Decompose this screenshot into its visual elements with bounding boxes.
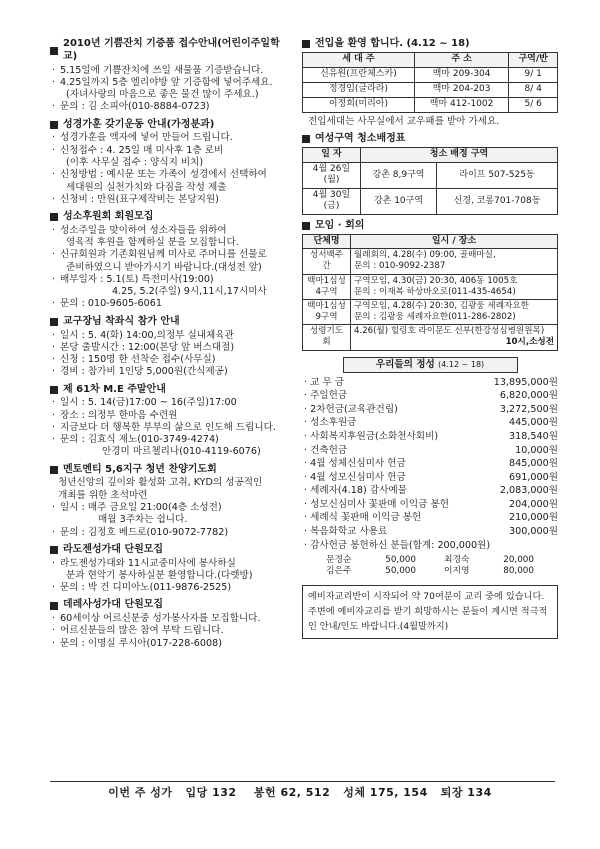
list-item: · 일시 : 5. 14(금)17:00 ~ 16(주일)17:00 (50, 397, 292, 409)
offering-amount: 204,000원 (509, 498, 558, 510)
offering-label: · 교 무 금 (304, 377, 344, 389)
table-header: 일 자 (303, 147, 361, 162)
list-item: 영육적 후원을 함께하실 분을 모집합니다. (66, 237, 239, 249)
donor-list (302, 553, 558, 580)
offering-label: · 성모신심미사 꽃판매 이익금 봉헌 (304, 499, 449, 511)
table-cell (351, 274, 558, 299)
square-bullet-icon (50, 602, 58, 610)
meeting-line: 구역모임, 4.28(수) 20:30, 김광웅 세례자요한 (354, 300, 529, 311)
list-item: 준비하였으니 받아가시기 바랍니다.(대성전 앞) (66, 261, 262, 273)
offering-row (302, 430, 558, 444)
offering-row (302, 417, 558, 431)
meeting-line: 문의 : 010-9092-2387 (354, 261, 446, 272)
offering-label: · 4월 성체신심미사 헌금 (304, 458, 406, 470)
section-title: 데레사성가대 단원모집 (63, 599, 164, 611)
table-cell: 정경임(글라라) (303, 82, 415, 97)
table-row (303, 274, 558, 299)
table-row (303, 249, 558, 274)
table-cell: 백마 412-1002 (414, 97, 508, 112)
offering-label: · 4월 성모신심미사 헌금 (304, 472, 406, 484)
list-item: · 신규회원과 기존회원님께 미사로 주머니를 선물로 (50, 249, 292, 261)
list-item: · 지금보다 더 행복한 부부의 삶으로 인도해 드립니다. (50, 422, 292, 434)
offering-label: · 건축헌금 (304, 445, 347, 457)
right-column (302, 38, 558, 639)
list-item: 청년신앙의 깊이와 활성화 고취, KYD의 성공적인 (58, 477, 263, 489)
table-cell: 강촌 10구역 (361, 188, 437, 214)
list-item: 매월 3주차는 쉽니다. (98, 514, 188, 526)
section-installation (50, 316, 292, 379)
table-header: 구역/반 (509, 52, 558, 67)
table-header: 세 대 주 (303, 52, 415, 67)
offerings-title: 우리들의 정성 (375, 358, 435, 370)
table-row (303, 299, 558, 324)
section-title: 성경가훈 갖기운동 안내(가정분과) (63, 118, 215, 130)
section-ladozen-choir (50, 544, 292, 595)
donor-amount: 20,000 (503, 554, 534, 565)
table-cell (351, 299, 558, 324)
newcomers-note: 전입세대는 사무실에서 교우패를 받아 가세요. (308, 115, 500, 127)
donor-amount: 50,000 (385, 554, 416, 565)
donor-amount: 80,000 (503, 565, 534, 576)
donor-name: 문경순 (326, 554, 352, 565)
donor-amount: 50,000 (385, 565, 416, 576)
offering-amount: 300,000원 (509, 526, 558, 538)
group-name: 백마1심성 9구역 (303, 299, 351, 324)
table-cell: 신유원(프란체스카) (303, 67, 415, 82)
section-title: 라도젠성가대 단원모집 (63, 543, 164, 555)
table-cell (351, 249, 558, 274)
list-item: 안경미 마르첼리나(010-4119-6076) (102, 446, 261, 458)
meeting-line: 월례회의, 4.28(수) 09:00, 골배마실, (354, 250, 496, 261)
offering-row (302, 444, 558, 458)
donor-name: 이지영 (444, 565, 470, 576)
section-family (50, 119, 292, 206)
list-item: (자녀사랑의 마음으로 좋은 물건 많이 주세요.) (66, 89, 259, 101)
list-item: 4.25, 5.2(주일) 9시,11시,17시미사 (112, 286, 267, 298)
offering-label: · 2차헌금(교육관건립) (304, 404, 398, 416)
list-item: 세대원의 실천가치와 다짐을 작성 제출 (66, 181, 227, 193)
section-meetings (302, 220, 558, 351)
section-title: 멘토멘티 5,6지구 청년 찬양기도회 (63, 463, 217, 475)
section-title: 여성구역 청소배정표 (315, 133, 406, 145)
offering-amount: 845,000원 (509, 458, 558, 470)
square-bullet-icon (302, 40, 310, 48)
list-item: · 문의 : 이명실 루시아(017-228-6008) (50, 638, 292, 650)
section-title: 교구장님 착좌식 참가 안내 (63, 315, 180, 327)
offering-amount: 210,000원 (509, 512, 558, 524)
section-title: 제 61차 M.E 주말안내 (63, 383, 166, 395)
list-item: 분과 현악기 봉사하실분 환영합니다.(다렛방) (66, 569, 253, 581)
list-item: (이후 사무실 접수 : 양식지 비치) (66, 156, 204, 168)
section-vocation (50, 211, 292, 311)
list-item: · 성경가훈을 액자에 넣어 만들어 드립니다. (50, 132, 292, 144)
offering-label: · 복음화학교 사용료 (304, 526, 387, 538)
offering-label: · 사회복지후원금(소화천사회비) (304, 431, 438, 443)
table-cell: 신경, 코롱701-708동 (437, 188, 558, 214)
square-bullet-icon (50, 318, 58, 326)
offering-label: · 주일헌금 (304, 390, 347, 402)
footer-divider (50, 781, 555, 782)
cleaning-table (302, 147, 558, 215)
offering-amount: 13,895,000원 (493, 376, 558, 388)
table-row (303, 162, 558, 188)
section-me (50, 384, 292, 459)
table-header: 청소 배정 구역 (361, 147, 558, 162)
offering-row (302, 403, 558, 417)
table-row (303, 188, 558, 214)
table-row (303, 325, 558, 350)
square-bullet-icon (50, 121, 58, 129)
offering-row (302, 471, 558, 485)
list-item: · 라도젠성가대와 11시교중미사에 봉사하실 (50, 558, 292, 570)
list-item: · 배부일자 : 5.1(토) 특전미사(19:00) (50, 274, 292, 286)
table-cell: 9/ 1 (509, 67, 558, 82)
offering-row (302, 539, 558, 553)
table-row (303, 67, 558, 82)
list-item: · 일시 : 5. 4(화) 14:00,의정부 실내체육관 (50, 330, 292, 342)
list-item: · 문의 : 김효식 제노(010-3749-4274) (50, 434, 292, 446)
square-bullet-icon (50, 466, 58, 474)
offering-label: · 성소후원금 (304, 417, 356, 429)
section-title: 전입을 환영 합니다. (4.12 ~ 18) (315, 38, 470, 49)
hymn-footer: 이번 주 성가 입당 132 봉헌 62, 512 성체 175, 154 퇴장 134 (108, 786, 492, 799)
donor-name: 김은주 (326, 565, 352, 576)
list-item: · 어르신분들의 많은 참여 부탁 드립니다. (50, 625, 292, 637)
offering-row (302, 525, 558, 539)
offerings-date: (4.12 ~ 18) (438, 359, 485, 369)
table-cell: 이정희(미리아) (303, 97, 415, 112)
section-title: 2010년 기쁨잔치 기증품 접수안내(어린이주일학교) (63, 38, 280, 62)
table-cell: 4월 30일(금) (303, 188, 361, 214)
offering-amount: 2,083,000원 (499, 485, 558, 497)
table-cell: 강촌 8,9구역 (361, 162, 437, 188)
offering-row (302, 485, 558, 499)
table-header: 일시 / 장소 (351, 234, 558, 249)
offering-label: · 감사헌금 봉헌하신 분들(합계: 200,000원) (304, 540, 490, 552)
offerings-list (302, 376, 558, 553)
list-item: · 신청접수 : 4. 25일 매 미사후 1층 로비 (50, 145, 292, 157)
meeting-line: 문의 : 이재복 하상바오로(011-435-4654) (354, 286, 516, 297)
square-bullet-icon (50, 386, 58, 394)
offering-row (302, 512, 558, 526)
offering-row (302, 376, 558, 390)
donor-name: 최경숙 (444, 554, 470, 565)
bulletin-page (50, 38, 558, 780)
list-item: · 신청비 : 만원(표구제작비는 본당지원) (50, 194, 292, 206)
section-cleaning (302, 133, 558, 215)
square-bullet-icon (50, 47, 58, 55)
list-item: · 4.25일까지 5층 엘리야방 앞 기증함에 넣어주세요. (50, 77, 292, 89)
table-cell: 백마 209-304 (414, 67, 508, 82)
list-item: · 장소 : 의정부 한마음 수련원 (50, 410, 292, 422)
table-cell: 5/ 6 (509, 97, 558, 112)
catechumen-notice: 예비자교리반이 시작되어 약 70여분이 교리 중에 있습니다. 주변에 예비자교리를 받기 희망하시는 분들이 계시면 적극적인 안내/인도 바랍니다.(4월말까지) (302, 585, 558, 639)
offering-amount: 445,000원 (509, 417, 558, 429)
table-cell: 라이프 507-525동 (437, 162, 558, 188)
offering-amount: 6,820,000원 (499, 390, 558, 402)
offering-row (302, 389, 558, 403)
donor-group-right (444, 555, 534, 578)
list-item: · 문의 : 010-9605-6061 (50, 298, 292, 310)
meeting-line: 10시,소성전 (505, 337, 554, 348)
list-item: · 성소주일을 맞이하여 성소자들을 위하여 (50, 225, 292, 237)
list-item: · 문의 : 김정호 베드로(010-9072-7782) (50, 527, 292, 539)
donor-group-left (326, 555, 416, 578)
group-name: 성서백주간 (303, 249, 351, 274)
offering-amount: 318,540원 (509, 430, 558, 442)
list-item: · 경비 : 참가비 1인당 5,000원(간식제공) (50, 366, 292, 378)
table-cell: 백마 204-203 (414, 82, 508, 97)
offering-amount: 691,000원 (509, 471, 558, 483)
list-item: · 신청 : 150명 한 선착순 접수(사무실) (50, 354, 292, 366)
left-column (50, 38, 292, 655)
section-newcomers (302, 38, 558, 128)
section-teresa-choir (50, 599, 292, 650)
table-header: 단체명 (303, 234, 351, 249)
section-youth (50, 464, 292, 539)
list-item: 개최를 위한 초석마련 (58, 489, 148, 501)
list-item: · 문의 : 김 소피아(010-8884-0723) (50, 101, 292, 113)
section-offerings (302, 357, 558, 579)
offerings-heading (343, 357, 518, 373)
list-item: · 5.15일에 기쁨잔치에 쓰일 새물품 기증받습니다. (50, 65, 292, 77)
section-gifts (50, 38, 292, 114)
list-item: · 신청방법 : 예시문 또는 가족이 성경에서 선택하여 (50, 169, 292, 181)
square-bullet-icon (50, 546, 58, 554)
offering-label: · 세례자(4.18) 감사예물 (304, 485, 407, 497)
section-title: 모임 · 회의 (315, 219, 365, 231)
meeting-line: 문의 : 김광웅 세례자요한(011-286-2802) (354, 312, 516, 323)
table-header: 주 소 (414, 52, 508, 67)
group-name: 백마1심성 4구역 (303, 274, 351, 299)
table-cell (351, 325, 558, 350)
list-item: · 문의 : 박 건 디미아노(011-9876-2525) (50, 582, 292, 594)
offering-amount: 10,000원 (515, 444, 558, 456)
meeting-line: 구역모임, 4.30(금) 20:30, 406동 1005호 (354, 275, 518, 286)
offering-row (302, 457, 558, 471)
square-bullet-icon (50, 213, 58, 221)
list-item: · 60세이상 어르신분중 성가봉사자를 모집합니다. (50, 613, 292, 625)
meeting-line: 4.26(월) 힐링호 라이문도 신부(한강성심병원원목) (354, 326, 545, 337)
table-cell: 4월 26일(월) (303, 162, 361, 188)
meetings-table (302, 234, 558, 351)
square-bullet-icon (302, 135, 310, 143)
offering-amount: 3,272,500원 (499, 403, 558, 415)
square-bullet-icon (302, 222, 310, 230)
list-item: · 일시 : 매주 금요일 21:00(4층 소성전) (50, 502, 292, 514)
table-cell: 8/ 4 (509, 82, 558, 97)
offering-label: · 세례식 꽃판매 이익금 봉헌 (304, 512, 421, 524)
newcomers-table (302, 52, 558, 113)
group-name: 성령기도회 (303, 325, 351, 350)
section-title: 성소후원회 회원모집 (63, 211, 154, 223)
list-item: · 본당 출발시간 : 12:00(본당 앞 버스대절) (50, 342, 292, 354)
table-row (303, 82, 558, 97)
table-row (303, 97, 558, 112)
offering-row (302, 498, 558, 512)
